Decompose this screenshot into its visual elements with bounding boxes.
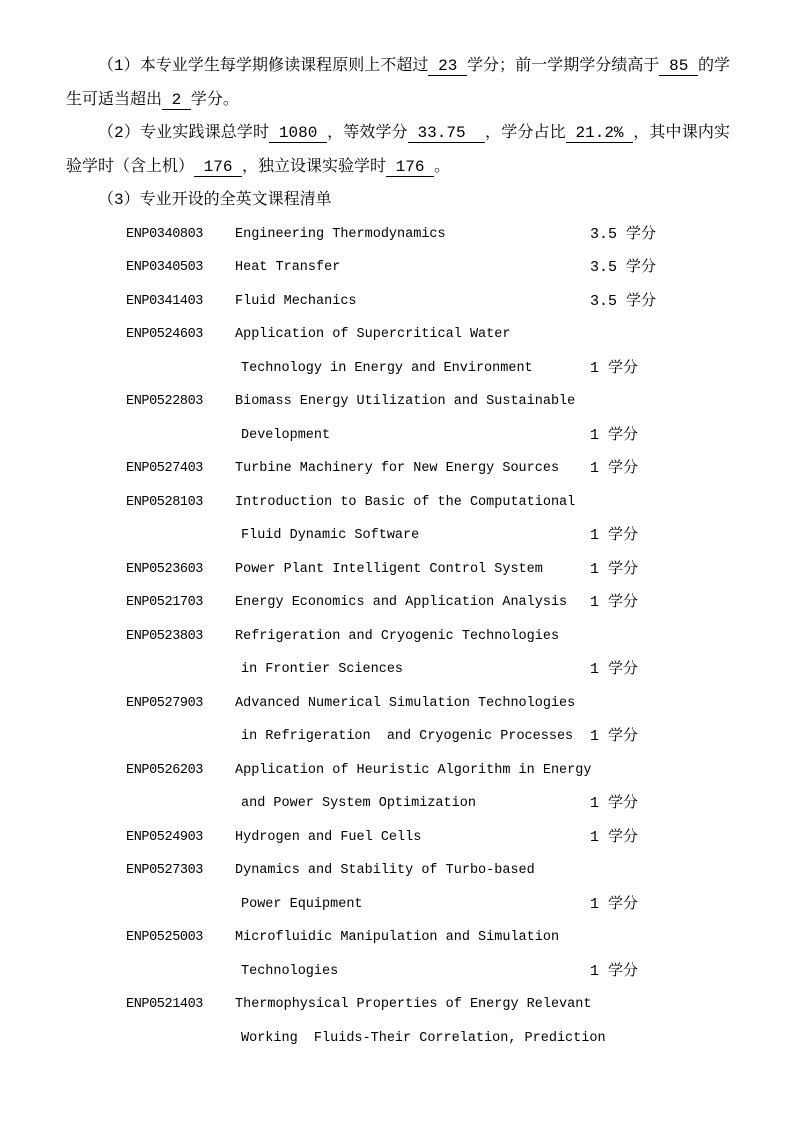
course-credit: 3.5 学分 (590, 225, 657, 243)
course-name: Development (241, 427, 331, 443)
course-code: ENP0340803 (126, 226, 204, 242)
course-name: Power Plant Intelligent Control System (235, 561, 543, 577)
course-name: Refrigeration and Cryogenic Technologies (235, 628, 560, 644)
course-code: ENP0527303 (126, 863, 204, 878)
course-row (66, 419, 730, 453)
course-code: ENP0524903 (126, 829, 204, 845)
course-code: ENP0522803 (126, 394, 204, 409)
course-credit: 3.5 学分 (590, 259, 657, 276)
course-row (66, 687, 730, 721)
course-code: ENP0526203 (126, 762, 204, 778)
underlined-value-independent-lab-hours: 176 (386, 157, 435, 176)
underlined-value-max-credits: 23 (428, 57, 467, 75)
course-name: Heat Transfer (235, 260, 341, 275)
course-row (66, 888, 730, 922)
course-name: Microfluidic Manipulation and Simulation (235, 930, 560, 945)
text-run: 的学生可适当超出 (66, 57, 731, 109)
course-row (66, 586, 730, 620)
paragraph-credit-limit (66, 50, 730, 117)
course-name: Technologies (241, 963, 339, 979)
course-row (66, 352, 730, 386)
course-code: ENP0527903 (126, 695, 204, 711)
course-code: ENP0523603 (126, 561, 204, 577)
course-credit: 1 学分 (590, 594, 639, 611)
course-row (66, 218, 730, 252)
course-row (66, 955, 730, 989)
text-run: 学分；前一学期学分绩高于 (466, 57, 660, 75)
course-row (66, 385, 730, 419)
course-row (66, 1022, 730, 1056)
english-course-list (66, 218, 730, 1056)
course-name: Thermophysical Properties of Energy Relevant (235, 997, 592, 1012)
page-content (66, 50, 730, 1055)
underlined-value-inclass-lab-hours: 176 (194, 157, 243, 176)
text-run: ，学分占比 (485, 124, 566, 142)
course-code: ENP0523803 (126, 628, 204, 644)
course-code: ENP0527403 (126, 461, 204, 476)
course-credit: 1 学分 (590, 560, 639, 578)
course-name: Engineering Thermodynamics (235, 226, 446, 242)
course-row (66, 620, 730, 654)
course-credit: 1 学分 (590, 728, 639, 745)
text-run: ，其中课内实验学时（含上机） (66, 124, 730, 176)
course-credit: 1 学分 (590, 527, 639, 544)
course-row (66, 519, 730, 553)
course-name: Turbine Machinery for New Energy Sources (235, 461, 560, 476)
course-credit: 1 学分 (590, 460, 639, 477)
text-run: ，等效学分 (327, 124, 408, 142)
course-credit: 1 学分 (590, 661, 639, 678)
course-code: ENP0528103 (126, 494, 204, 510)
text-run: 学分。 (190, 90, 239, 109)
course-name: and Power System Optimization (241, 796, 476, 811)
course-row (66, 988, 730, 1022)
text-run: （3）专业开设的全英文课程清单 (98, 191, 332, 209)
course-credit: 1 学分 (590, 426, 639, 444)
course-credit: 1 学分 (590, 795, 639, 812)
course-credit: 3.5 学分 (590, 292, 657, 310)
course-name: Biomass Energy Utilization and Sustainable (235, 394, 576, 409)
course-code: ENP0525003 (126, 930, 204, 945)
course-name: Power Equipment (241, 896, 363, 912)
underlined-value-credit-ratio: 21.2% (565, 124, 634, 142)
heading-english-course-list (66, 184, 730, 218)
course-row (66, 787, 730, 821)
text-run: （2）专业实践课总学时 (98, 124, 270, 142)
course-name: Introduction to Basic of the Computational (235, 494, 576, 510)
text-run: 。 (434, 157, 451, 176)
course-credit: 1 学分 (590, 895, 639, 913)
course-row (66, 553, 730, 587)
course-name: Application of Supercritical Water (235, 327, 511, 342)
paragraph-practice-hours (66, 117, 730, 184)
course-row (66, 653, 730, 687)
course-credit: 1 学分 (590, 962, 639, 980)
course-row (66, 720, 730, 754)
course-name: Fluid Mechanics (235, 293, 357, 309)
course-code: ENP0521403 (126, 997, 204, 1012)
course-row (66, 318, 730, 352)
course-name: in Frontier Sciences (241, 662, 404, 677)
underlined-value-gpa-threshold: 85 (659, 57, 698, 75)
course-row (66, 285, 730, 319)
course-name: Application of Heuristic Algorithm in Energy (235, 762, 592, 778)
course-name: Dynamics and Stability of Turbo-based (235, 863, 535, 878)
course-code: ENP0340503 (126, 260, 204, 275)
course-name: Advanced Numerical Simulation Technologies (235, 695, 576, 711)
course-row (66, 486, 730, 520)
course-name: Fluid Dynamic Software (241, 528, 420, 543)
course-name: in Refrigeration and Cryogenic Processes (241, 729, 574, 744)
underlined-value-extra-credits: 2 (162, 90, 191, 109)
course-row (66, 921, 730, 955)
course-row (66, 754, 730, 788)
course-row (66, 251, 730, 285)
course-code: ENP0521703 (126, 595, 204, 610)
course-name: Working Fluids-Their Correlation, Prediction (241, 1030, 606, 1046)
underlined-value-equivalent-credits: 33.75 (407, 124, 486, 142)
underlined-value-total-hours: 1080 (269, 124, 328, 142)
course-name: Energy Economics and Application Analysis (235, 595, 568, 610)
course-row (66, 452, 730, 486)
course-code: ENP0524603 (126, 327, 204, 342)
text-run: ，独立设课实验学时 (242, 157, 387, 176)
text-run: （1）本专业学生每学期修读课程原则上不超过 (98, 57, 429, 75)
course-credit: 1 学分 (590, 359, 639, 377)
course-code: ENP0341403 (126, 293, 204, 309)
course-name: Technology in Energy and Environment (241, 360, 533, 376)
course-row (66, 821, 730, 855)
course-name: Hydrogen and Fuel Cells (235, 829, 422, 845)
course-row (66, 854, 730, 888)
course-credit: 1 学分 (590, 828, 639, 846)
